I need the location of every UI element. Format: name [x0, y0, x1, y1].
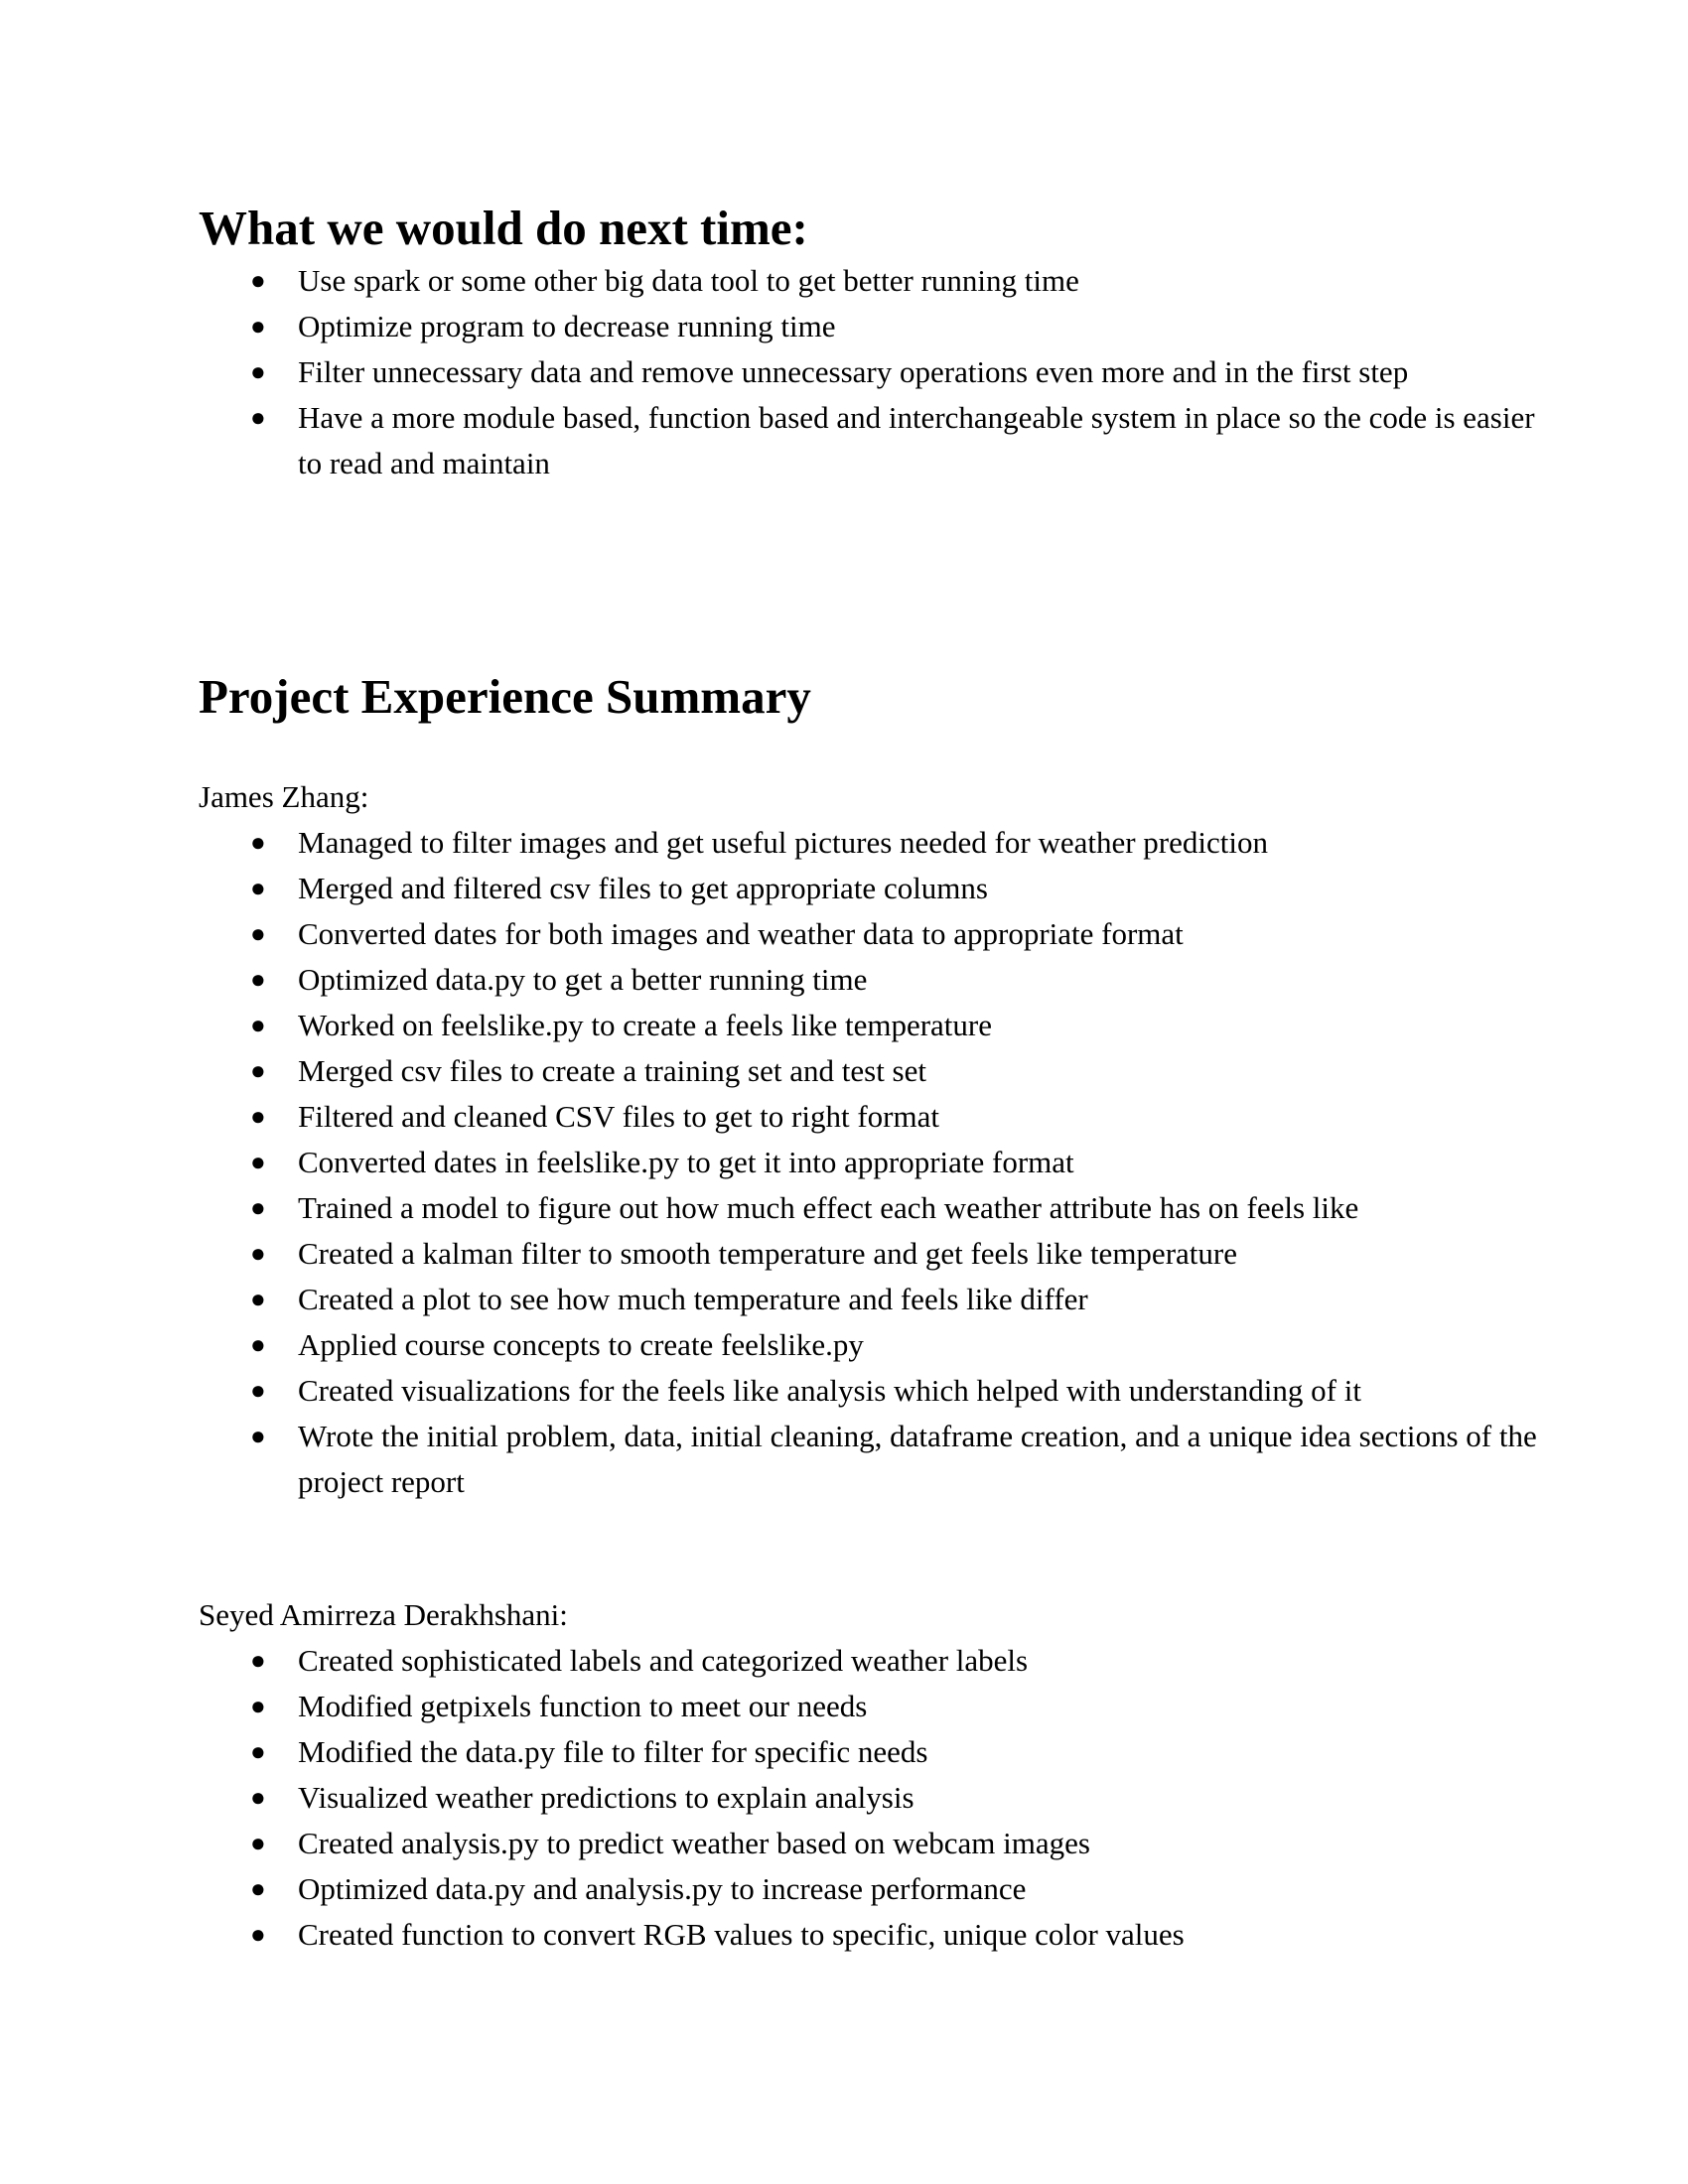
bullet-icon: ●	[250, 1920, 266, 1949]
summary-section	[199, 667, 1489, 727]
list-item: ● Wrote the initial problem, data, initial cleaning, dataframe creation, and a unique idea sections of the project report	[199, 1414, 1549, 1505]
list-item: ● Modified the data.py file to filter for specific needs	[199, 1729, 1549, 1775]
list-item: ● Created visualizations for the feels like analysis which helped with understanding of it	[199, 1368, 1549, 1414]
person-seyed-list	[199, 1638, 1489, 1958]
list-item: ● Filtered and cleaned CSV files to get to right format	[199, 1094, 1549, 1140]
bullet-icon: ●	[250, 1692, 266, 1720]
bullet-icon: ●	[250, 1783, 266, 1812]
bullet-icon: ●	[250, 1376, 266, 1405]
bullet-icon: ●	[250, 1239, 266, 1268]
bullet-icon: ●	[250, 1056, 266, 1085]
list-item: ● Managed to filter images and get useful pictures needed for weather prediction	[199, 820, 1549, 866]
bullet-icon: ●	[250, 1102, 266, 1131]
bullet-icon: ●	[250, 1011, 266, 1039]
bullet-icon: ●	[250, 1330, 266, 1359]
person-james-list	[199, 820, 1537, 1505]
list-item: ● Created analysis.py to predict weather based on webcam images	[199, 1821, 1549, 1866]
list-item: ● Created sophisticated labels and categorized weather labels	[199, 1638, 1549, 1684]
bullet-icon: ●	[250, 828, 266, 857]
bullet-icon: ●	[250, 1874, 266, 1903]
bullet-icon: ●	[250, 403, 266, 432]
list-item: ● Filter unnecessary data and remove unnecessary operations even more and in the first step	[199, 349, 1549, 395]
bullet-icon: ●	[250, 1148, 266, 1176]
list-item: ● Converted dates in feelslike.py to get it into appropriate format	[199, 1140, 1549, 1185]
bullet-icon: ●	[250, 1285, 266, 1313]
list-item: ● Modified getpixels function to meet our needs	[199, 1684, 1549, 1729]
bullet-icon: ●	[250, 312, 266, 341]
list-item: ● Optimized data.py to get a better running time	[199, 957, 1549, 1003]
next-time-section	[199, 199, 1535, 486]
bullet-icon: ●	[250, 1422, 266, 1450]
list-item: ● Optimized data.py and analysis.py to increase performance	[199, 1866, 1549, 1912]
list-item: ● Have a more module based, function based and interchangeable system in place so the code is easier to read and maintain	[199, 395, 1549, 486]
list-item: ● Created function to convert RGB values to specific, unique color values	[199, 1912, 1549, 1958]
list-item: ● Trained a model to figure out how much effect each weather attribute has on feels like	[199, 1185, 1549, 1231]
person-seyed-section	[199, 1592, 1489, 1958]
person-name: Seyed Amirreza Derakhshani:	[199, 1597, 568, 1632]
next-time-list	[199, 258, 1535, 486]
list-item: ● Visualized weather predictions to explain analysis	[199, 1775, 1549, 1821]
list-item: ● Optimize program to decrease running time	[199, 304, 1549, 349]
bullet-icon: ●	[250, 1646, 266, 1675]
person-james-section	[199, 774, 1537, 1505]
list-item: ● Worked on feelslike.py to create a feels like temperature	[199, 1003, 1549, 1048]
list-item: ● Merged csv files to create a training set and test set	[199, 1048, 1549, 1094]
list-item: ● Merged and filtered csv files to get appropriate columns	[199, 866, 1549, 911]
bullet-icon: ●	[250, 266, 266, 295]
list-item: ● Applied course concepts to create feelslike.py	[199, 1322, 1549, 1368]
bullet-icon: ●	[250, 965, 266, 994]
bullet-icon: ●	[250, 919, 266, 948]
list-item: ● Use spark or some other big data tool to get better running time	[199, 258, 1549, 304]
bullet-icon: ●	[250, 1737, 266, 1766]
bullet-icon: ●	[250, 1193, 266, 1222]
list-item: ● Created a kalman filter to smooth temperature and get feels like temperature	[199, 1231, 1549, 1277]
person-name: James Zhang:	[199, 779, 369, 814]
next-time-heading: What we would do next time:	[199, 201, 808, 255]
list-item: ● Converted dates for both images and weather data to appropriate format	[199, 911, 1549, 957]
bullet-icon: ●	[250, 874, 266, 902]
bullet-icon: ●	[250, 357, 266, 386]
bullet-icon: ●	[250, 1829, 266, 1857]
summary-heading: Project Experience Summary	[199, 669, 811, 724]
list-item: ● Created a plot to see how much temperature and feels like differ	[199, 1277, 1549, 1322]
